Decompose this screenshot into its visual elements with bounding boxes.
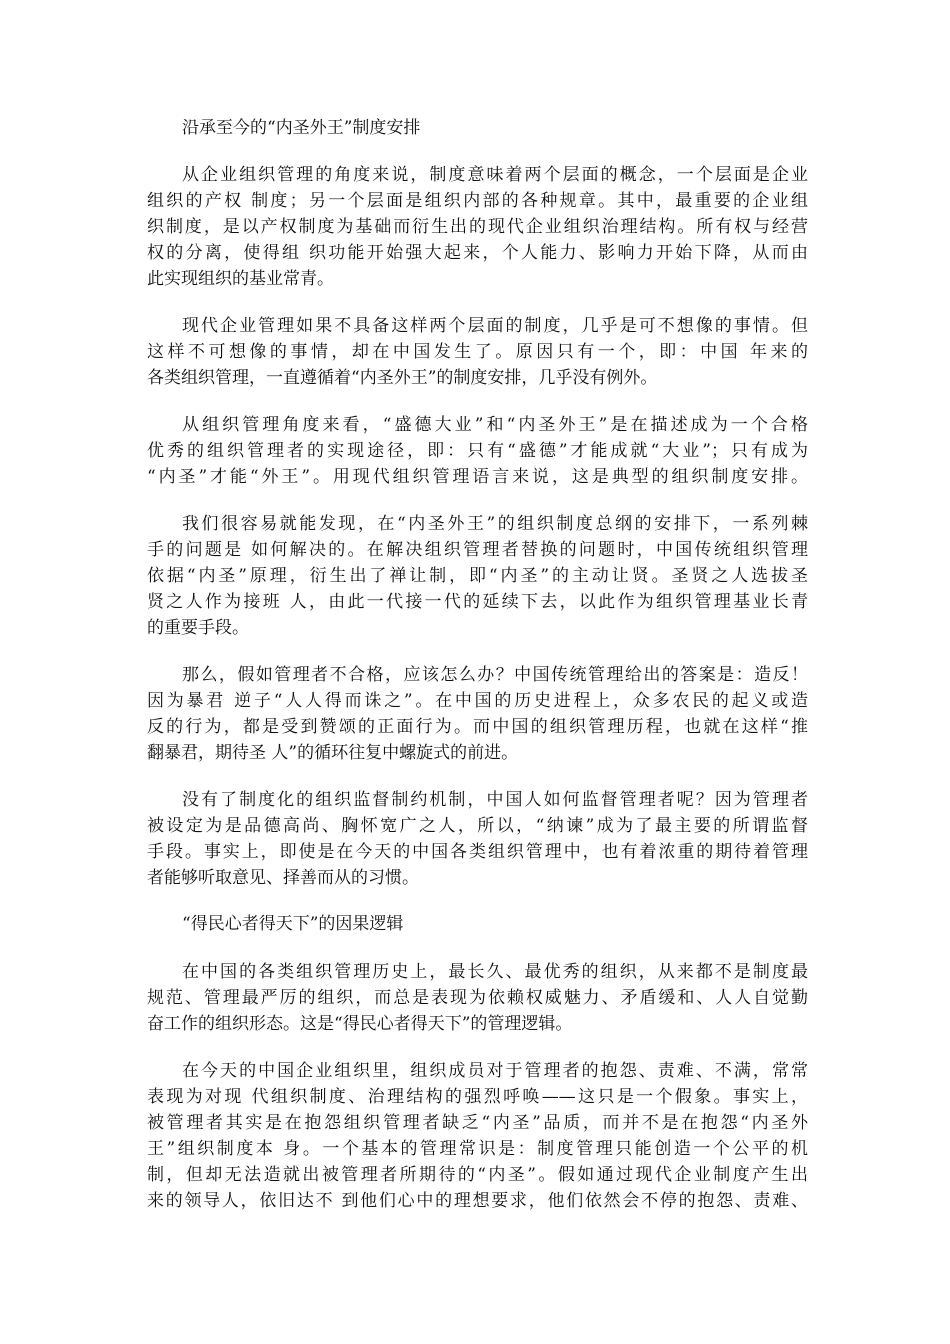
text-line: 从企业组织管理的角度来说，制度意味着两个层面的概念，一个层面是企业: [182, 165, 808, 185]
section-heading: 沿承至今的“内圣外王”制度安排: [182, 118, 421, 138]
text-line: 被管理者其实是在抱怨组织管理者缺乏“内圣”品质，而并不是在抱怨“内圣外: [147, 1113, 808, 1133]
text-line: 的重要手段。: [147, 618, 249, 638]
text-line: 手段。事实上，即使是在今天的中国各类组织管理中，也有着浓重的期待着管理: [147, 842, 808, 862]
text-line: 贤之人作为接班 人，由此一代接一代的延续下去，以此作为组织管理基业长青: [147, 592, 808, 612]
text-line: 者能够听取意见、择善而从的习惯。: [147, 868, 419, 888]
text-line: 王”组织制度本 身。一个基本的管理常识是：制度管理只能创造一个公平的机: [147, 1139, 808, 1159]
text-line: 规范、管理最严厉的组织，而总是表现为依赖权威魅力、矛盾缓和、人人自觉勤: [147, 988, 808, 1008]
text-line: 来的领导人，依旧达不 到他们心中的理想要求，他们依然会不停的抱怨、责难、: [147, 1191, 808, 1211]
text-line: 手的问题是 如何解决的。在解决组织管理者替换的问题时，中国传统组织管理: [147, 540, 808, 560]
text-line: 优秀的组织管理者的实现途径，即：只有“盛德”才能成就“大业”；只有成为: [147, 441, 808, 461]
text-line: 依据“内圣”原理，衍生出了禅让制，即“内圣”的主动让贤。圣贤之人选拔圣: [147, 566, 808, 586]
text-line: 我们很容易就能发现，在“内圣外王”的组织制度总纲的安排下，一系列棘: [182, 514, 808, 534]
text-line: 在中国的各类组织管理历史上，最长久、最优秀的组织，从来都不是制度最: [182, 962, 808, 982]
text-line: 这样不可想像的事情，却在中国发生了。原因只有一个，即：中国 年来的: [147, 342, 808, 362]
text-line: 各类组织管理，一直遵循着“内圣外王”的制度安排，几乎没有例外。: [147, 368, 658, 388]
text-line: 织制度，是以产权制度为基础而衍生出的现代企业组织治理结构。所有权与经营: [147, 217, 808, 237]
text-line: 翻暴君，期待圣 人”的循环往复中螺旋式的前进。: [147, 743, 519, 763]
text-line: 权的分离，使得组 织功能开始强大起来，个人能力、影响力开始下降，从而由: [147, 243, 808, 263]
text-line: 表现为对现 代组织制度、治理结构的强烈呼唤——这只是一个假象。事实上，: [147, 1087, 808, 1107]
section-heading: “得民心者得天下”的因果逻辑: [182, 914, 404, 934]
text-line: 从组织管理角度来看，“盛德大业”和“内圣外王”是在描述成为一个合格: [182, 415, 808, 435]
text-line: 组织的产权 制度；另一个层面是组织内部的各种规章。其中，最重要的企业组: [147, 191, 808, 211]
text-line: 没有了制度化的组织监督制约机制，中国人如何监督管理者呢？因为管理者: [182, 790, 808, 810]
text-line: 反的行为，都是受到赞颂的正面行为。而中国的组织管理历程，也就在这样“推: [147, 717, 808, 737]
text-line: 被设定为是品德高尚、胸怀宽广之人，所以，“纳谏”成为了最主要的所谓监督: [147, 816, 808, 836]
text-line: 在今天的中国企业组织里，组织成员对于管理者的抱怨、责难、不满，常常: [182, 1061, 808, 1081]
text-line: 现代企业管理如果不具备这样两个层面的制度，几乎是可不想像的事情。但: [182, 316, 808, 336]
text-line: “内圣”才能“外王”。用现代组织管理语言来说，这是典型的组织制度安排。: [147, 467, 808, 487]
text-line: 因为暴君 逆子“人人得而诛之”。在中国的历史进程上，众多农民的起义或造: [147, 691, 808, 711]
text-line: 此实现组织的基业常青。: [147, 269, 334, 289]
text-line: 制，但却无法造就出被管理者所期待的“内圣”。假如通过现代企业制度产生出: [147, 1165, 808, 1185]
text-line: 奋工作的组织形态。这是“得民心者得天下”的管理逻辑。: [147, 1014, 573, 1034]
text-line: 那么，假如管理者不合格，应该怎么办？中国传统管理给出的答案是：造反！: [182, 665, 808, 685]
